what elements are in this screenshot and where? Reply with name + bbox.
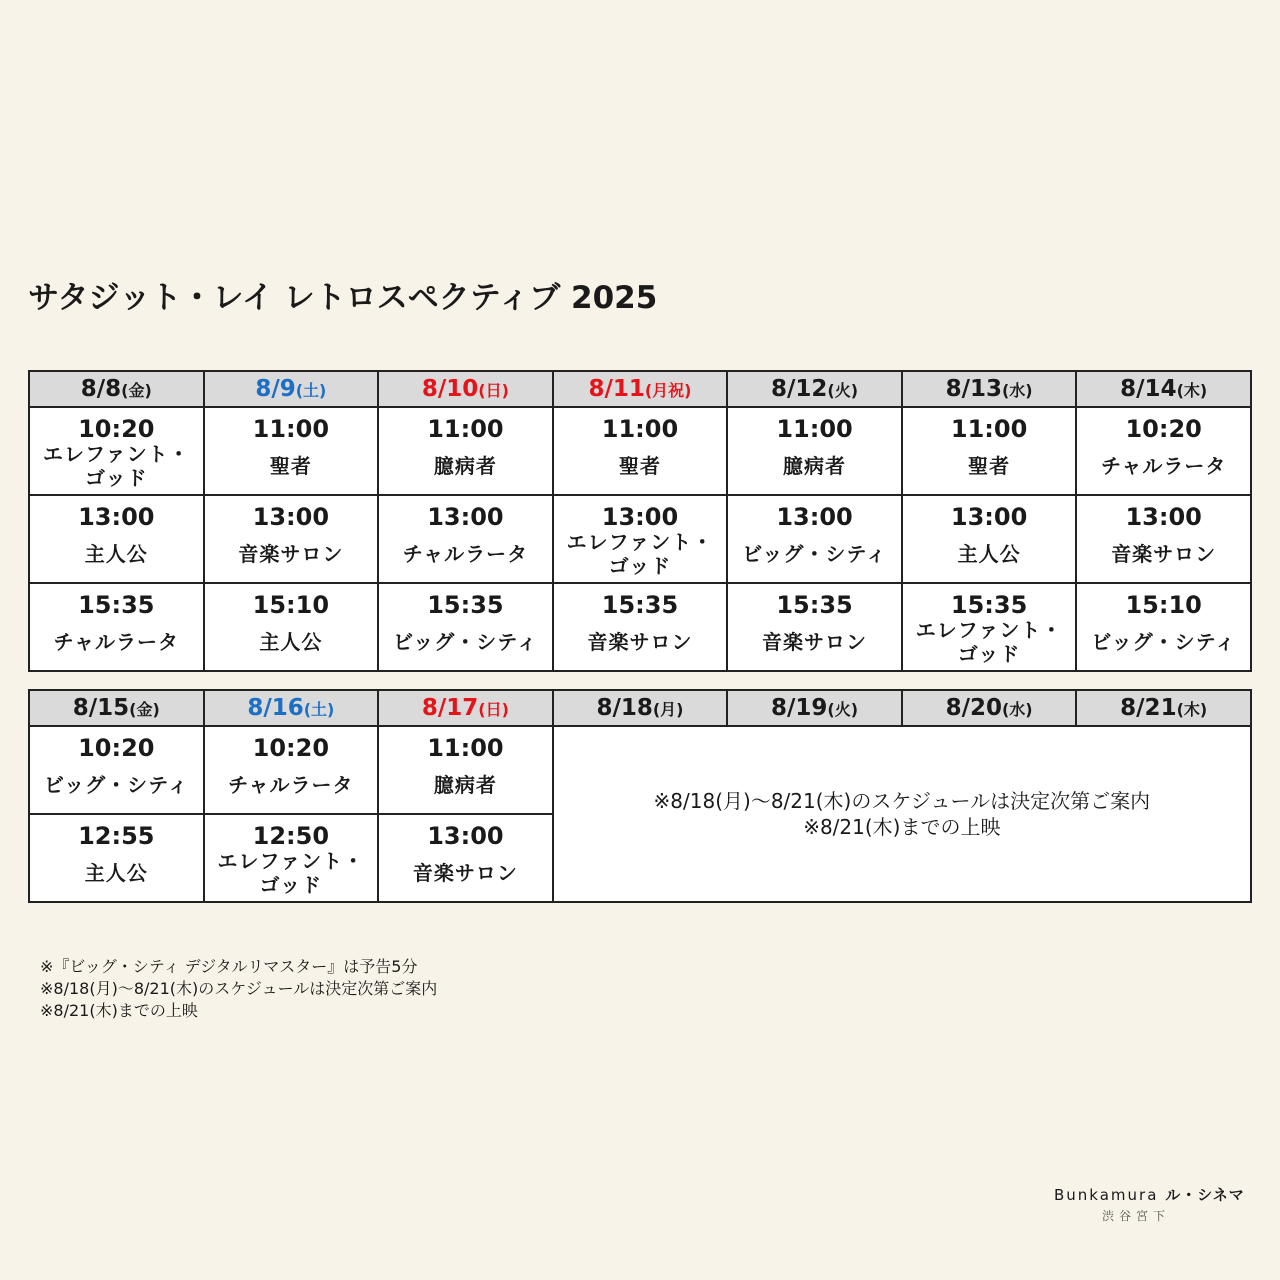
day-date: 8/17 — [421, 695, 479, 721]
film-title: ビッグ・シティ — [393, 630, 538, 654]
page-title: サタジット・レイ レトロスペクティブ 2025 — [28, 280, 658, 316]
screening-slot — [554, 584, 727, 666]
film-title: 臆病者 — [783, 454, 847, 478]
screening-slot — [1077, 408, 1250, 490]
screening-time: 13:00 — [252, 503, 330, 531]
schedule-cell — [29, 407, 204, 495]
day-date: 8/14 — [1120, 376, 1177, 402]
notice-line: ※8/21(木)までの上映 — [803, 815, 1001, 839]
footnotes — [40, 956, 437, 1022]
schedule-cell — [204, 726, 379, 814]
screening-slot — [205, 584, 378, 666]
day-header — [204, 371, 379, 407]
schedule-cell — [727, 495, 902, 583]
day-date: 8/12 — [771, 376, 828, 402]
film-title: 聖者 — [618, 454, 661, 478]
brand-sub: 渋谷宮下 — [1102, 1209, 1171, 1223]
screening-time: 15:35 — [950, 591, 1028, 619]
brand-name-cinema: ル・シネマ — [1165, 1186, 1245, 1204]
schedule-week-2 — [28, 689, 1252, 903]
day-of-week: (月) — [652, 700, 684, 719]
day-of-week: (木) — [1176, 700, 1208, 719]
screening-slot — [903, 408, 1076, 490]
film-title: 臆病者 — [433, 454, 497, 478]
film-title: エレファント・ゴッド — [915, 618, 1063, 666]
day-of-week: (水) — [1001, 381, 1033, 400]
schedule-cell — [378, 814, 553, 902]
day-of-week: (日) — [478, 381, 509, 400]
day-date: 8/21 — [1120, 695, 1177, 721]
film-title: ビッグ・シティ — [43, 773, 189, 797]
day-date: 8/11 — [588, 376, 645, 402]
day-date: 8/9 — [255, 376, 296, 402]
film-title: 主人公 — [84, 861, 148, 885]
schedule-cell — [727, 407, 902, 495]
screening-time: 11:00 — [252, 415, 330, 443]
day-date: 8/15 — [72, 695, 130, 721]
day-header — [553, 690, 728, 726]
screening-time: 10:20 — [78, 415, 155, 443]
schedule-cell — [553, 583, 728, 671]
screening-time: 13:00 — [427, 503, 504, 531]
screening-slot — [1077, 496, 1250, 578]
schedule-cell — [1076, 495, 1251, 583]
schedule-week-1 — [28, 370, 1252, 672]
day-header — [553, 371, 728, 407]
schedule-cell — [204, 407, 379, 495]
screening-slot — [379, 727, 552, 809]
screening-slot — [554, 496, 727, 578]
film-title: チャルラータ — [228, 773, 354, 797]
film-title: 主人公 — [957, 542, 1021, 566]
schedule-cell — [29, 583, 204, 671]
screening-slot — [30, 496, 203, 578]
schedule-cell — [1076, 583, 1251, 671]
day-date: 8/8 — [80, 376, 122, 402]
schedule-cell — [727, 583, 902, 671]
screening-time: 10:20 — [252, 734, 330, 762]
screening-slot — [30, 408, 203, 490]
film-title: 主人公 — [84, 542, 148, 566]
schedule-cell — [204, 814, 379, 902]
screening-time: 11:00 — [950, 415, 1028, 443]
day-header — [29, 690, 204, 726]
screening-slot — [379, 584, 552, 666]
screening-time: 13:00 — [1125, 503, 1202, 531]
film-title: エレファント・ゴッド — [42, 442, 190, 490]
schedule-cell — [29, 495, 204, 583]
day-header — [1076, 690, 1251, 726]
screening-slot — [30, 727, 203, 809]
film-title: 音楽サロン — [1111, 542, 1217, 566]
screening-time: 11:00 — [776, 415, 853, 443]
screening-slot — [379, 815, 552, 897]
screening-time: 15:35 — [776, 591, 853, 619]
film-title: 聖者 — [968, 454, 1011, 478]
day-of-week: (土) — [303, 700, 335, 719]
screening-time: 10:20 — [1125, 415, 1202, 443]
day-header — [902, 371, 1077, 407]
film-title: 音楽サロン — [762, 630, 868, 654]
screening-slot — [728, 496, 901, 578]
day-header — [1076, 371, 1251, 407]
screening-slot — [554, 408, 727, 490]
schedule-cell — [902, 495, 1077, 583]
screening-slot — [728, 584, 901, 666]
screening-slot — [30, 815, 203, 897]
screening-slot — [903, 584, 1076, 666]
film-title: チャルラータ — [402, 542, 529, 566]
schedule-cell — [29, 814, 204, 902]
schedule-row — [29, 583, 1251, 671]
day-date: 8/18 — [596, 695, 653, 721]
day-date: 8/16 — [247, 695, 304, 721]
screening-time: 13:00 — [950, 503, 1028, 531]
day-date: 8/13 — [945, 376, 1002, 402]
screening-slot — [205, 408, 378, 490]
schedule-row — [29, 726, 1251, 814]
schedule-cell — [902, 583, 1077, 671]
schedule-cell — [378, 726, 553, 814]
screening-time: 11:00 — [427, 734, 504, 762]
footnote: ※8/21(木)までの上映 — [40, 1001, 198, 1020]
screening-time: 15:10 — [252, 591, 330, 619]
day-header — [902, 690, 1077, 726]
screening-slot — [379, 408, 552, 490]
screening-time: 13:00 — [776, 503, 853, 531]
day-header — [204, 690, 379, 726]
day-of-week: (金) — [121, 381, 152, 400]
day-date: 8/10 — [421, 376, 479, 402]
film-title: チャルラータ — [1100, 454, 1227, 478]
day-of-week: (水) — [1001, 700, 1033, 719]
schedule-cell — [378, 495, 553, 583]
screening-time: 15:35 — [601, 591, 679, 619]
screening-time: 12:50 — [252, 822, 330, 850]
screening-slot — [379, 496, 552, 578]
schedule-cell — [553, 407, 728, 495]
film-title: 主人公 — [259, 630, 323, 654]
day-of-week: (木) — [1176, 381, 1208, 400]
schedule-cell — [378, 407, 553, 495]
screening-time: 11:00 — [601, 415, 679, 443]
footnote: ※8/18(月)〜8/21(木)のスケジュールは決定次第ご案内 — [40, 979, 438, 998]
day-of-week: (日) — [478, 700, 509, 719]
day-header — [727, 371, 902, 407]
day-header — [29, 371, 204, 407]
day-of-week: (土) — [295, 381, 327, 400]
film-title: 臆病者 — [433, 773, 497, 797]
footnote: ※『ビッグ・シティ デジタルリマスター』は予告5分 — [40, 957, 418, 976]
day-of-week: (金) — [129, 700, 160, 719]
screening-time: 13:00 — [601, 503, 679, 531]
screening-time: 15:35 — [78, 591, 155, 619]
schedule-cell — [204, 495, 379, 583]
screening-time: 15:10 — [1125, 591, 1202, 619]
screening-slot — [903, 496, 1076, 578]
screening-time: 10:20 — [78, 734, 155, 762]
day-header — [378, 690, 553, 726]
screening-time: 13:00 — [78, 503, 155, 531]
screening-slot — [205, 727, 378, 809]
schedule-cell — [204, 583, 379, 671]
film-title: ビッグ・シティ — [1091, 630, 1236, 654]
screening-time: 13:00 — [427, 822, 504, 850]
day-header — [727, 690, 902, 726]
schedule-notice — [553, 726, 1251, 902]
screening-slot — [728, 408, 901, 490]
screening-slot — [1077, 584, 1250, 666]
schedule-cell — [553, 495, 728, 583]
film-title: チャルラータ — [53, 630, 179, 654]
schedule-row — [29, 495, 1251, 583]
screening-slot — [205, 815, 378, 897]
day-of-week: (火) — [827, 700, 859, 719]
day-of-week: (火) — [827, 381, 859, 400]
film-title: エレファント・ゴッド — [217, 849, 365, 897]
film-title: 音楽サロン — [412, 861, 518, 885]
day-of-week: (月祝) — [644, 381, 692, 400]
schedule-cell — [1076, 407, 1251, 495]
schedule-cell — [378, 583, 553, 671]
day-date: 8/20 — [945, 695, 1002, 721]
day-date: 8/19 — [771, 695, 828, 721]
brand-name: Bunkamura — [1054, 1186, 1159, 1204]
film-title: ビッグ・シティ — [742, 542, 887, 566]
film-title: 音楽サロン — [587, 630, 693, 654]
schedule-row — [29, 407, 1251, 495]
schedule-cell — [29, 726, 204, 814]
screening-slot — [205, 496, 378, 578]
screening-time: 11:00 — [427, 415, 504, 443]
notice-line: ※8/18(月)〜8/21(木)のスケジュールは決定次第ご案内 — [653, 789, 1151, 813]
day-header — [378, 371, 553, 407]
screening-slot — [30, 584, 203, 666]
brand-logo — [1054, 1184, 1254, 1224]
schedule-cell — [902, 407, 1077, 495]
film-title: 音楽サロン — [238, 542, 344, 566]
film-title: エレファント・ゴッド — [566, 530, 714, 578]
film-title: 聖者 — [269, 454, 312, 478]
screening-time: 12:55 — [78, 822, 155, 850]
screening-time: 15:35 — [427, 591, 504, 619]
